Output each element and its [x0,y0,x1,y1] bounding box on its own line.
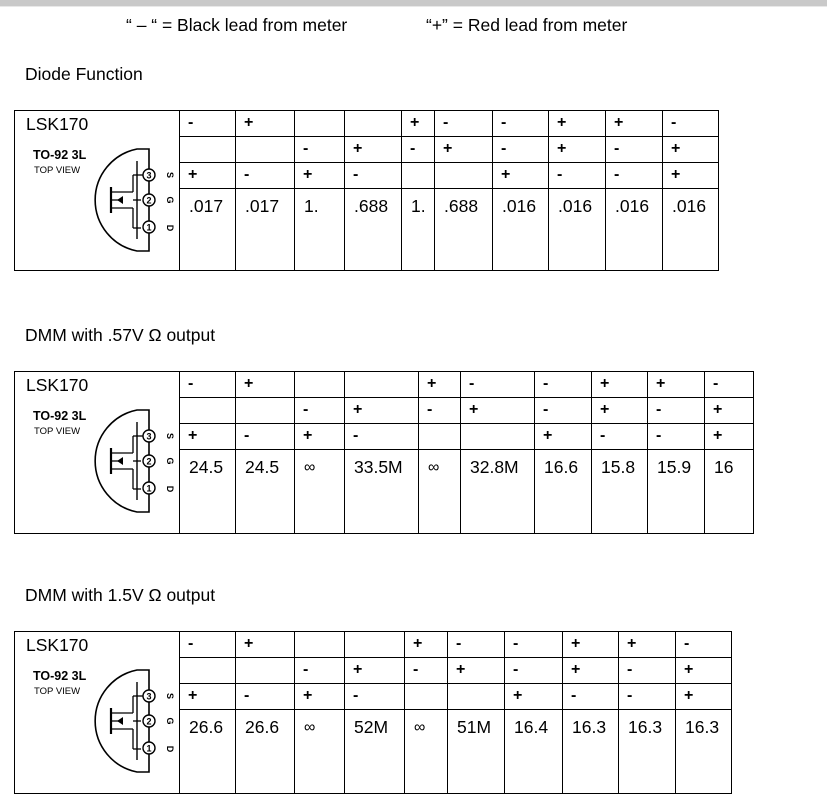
package-name: TO-92 3L [33,409,87,423]
lead-sign-cell: - [402,137,435,163]
lead-sign-cell: - [448,632,505,658]
lead-sign-cell: - [345,163,402,189]
svg-text:1: 1 [146,743,152,754]
reading-cell: .688 [345,189,402,271]
lead-sign-cell: + [606,111,663,137]
reading-cell: 15.8 [592,450,648,534]
pin-label-s: S [165,692,175,700]
lead-sign-cell [435,163,493,189]
lead-sign-cell: - [619,658,676,684]
part-number: LSK170 [26,114,89,134]
lead-sign-cell: - [505,658,563,684]
reading-cell: .017 [236,189,295,271]
svg-text:3: 3 [146,431,152,442]
lead-sign-cell [461,424,535,450]
lead-sign-cell: + [295,424,345,450]
section-title: DMM with .57V Ω output [25,325,216,345]
svg-text:3: 3 [146,170,152,181]
pin-2-marker [143,455,155,467]
lead-sign-cell [419,424,461,450]
pin-label-s: S [165,171,175,179]
reading-cell: 15.9 [648,450,705,534]
lead-polarity-row [15,372,754,398]
package-cell [15,632,180,794]
lead-sign-cell: - [619,684,676,710]
pin-label-g: G [165,457,175,465]
lead-sign-cell: + [402,111,435,137]
lead-sign-cell: - [345,424,419,450]
pinout-diagram-container [83,145,173,260]
reading-cell: .017 [180,189,236,271]
reading-cell: ∞ [405,710,448,794]
reading-cell: ∞ [295,710,345,794]
lead-sign-cell [236,398,295,424]
lead-sign-cell: + [405,632,448,658]
section-title: Diode Function [25,64,143,84]
lead-sign-cell [295,111,345,137]
window-top-divider [0,6,827,7]
part-number: LSK170 [26,635,89,655]
lead-sign-cell [345,372,419,398]
pinout-diagram-container [83,406,173,521]
lead-sign-cell: - [705,372,754,398]
lead-sign-cell: - [295,398,345,424]
svg-text:3: 3 [146,691,152,702]
lead-sign-cell: - [493,137,549,163]
lead-sign-cell: + [236,372,295,398]
part-number: LSK170 [26,375,89,395]
lead-sign-cell: + [448,658,505,684]
reading-cell: 24.5 [236,450,295,534]
lead-sign-cell: - [435,111,493,137]
reading-cell: .688 [435,189,493,271]
package-view: TOP VIEW [34,165,81,176]
pin-1-marker [143,482,155,494]
lead-sign-cell: - [535,398,592,424]
lead-sign-cell: + [419,372,461,398]
lead-sign-cell: + [563,632,619,658]
lead-sign-cell: + [676,658,732,684]
lead-sign-cell: + [295,684,345,710]
lead-sign-cell: + [592,398,648,424]
lead-sign-cell: + [461,398,535,424]
reading-cell: 16.3 [563,710,619,794]
lead-sign-cell: + [345,398,419,424]
lead-sign-cell [405,684,448,710]
reading-cell: 16.3 [676,710,732,794]
lead-sign-cell: - [606,163,663,189]
to92-pinout-diagram [83,145,173,255]
reading-cell: 33.5M [345,450,419,534]
lead-sign-cell [236,137,295,163]
lead-sign-cell: + [619,632,676,658]
lead-sign-cell: + [648,372,705,398]
lead-sign-cell: + [505,684,563,710]
legend-red-lead: “+” = Red lead from meter [426,15,628,35]
measurement-table [14,371,754,534]
package-cell [15,111,180,271]
lead-sign-cell: - [461,372,535,398]
lead-sign-cell: + [549,137,606,163]
reading-cell: 26.6 [236,710,295,794]
svg-text:2: 2 [146,716,152,727]
reading-cell: 51M [448,710,505,794]
section-title: DMM with 1.5V Ω output [25,585,216,605]
lead-sign-cell [345,111,402,137]
lead-sign-cell: - [505,632,563,658]
reading-cell: 24.5 [180,450,236,534]
lead-sign-cell: - [180,111,236,137]
lead-sign-cell: + [295,163,345,189]
lead-sign-cell: - [535,372,592,398]
lead-sign-cell [180,398,236,424]
lead-sign-cell [402,163,435,189]
lead-sign-cell: - [295,137,345,163]
lead-sign-cell: - [419,398,461,424]
pin-3-marker [143,169,155,181]
lead-sign-cell: + [563,658,619,684]
reading-cell: .016 [663,189,719,271]
reading-cell: 1. [295,189,345,271]
pin-1-marker [143,742,155,754]
reading-cell: .016 [606,189,663,271]
pin-label-d: D [165,745,175,753]
lead-polarity-row [15,111,719,137]
lead-sign-cell: + [345,658,405,684]
lead-sign-cell: - [606,137,663,163]
lead-sign-cell: - [236,163,295,189]
lead-sign-cell: + [236,111,295,137]
lead-sign-cell: - [549,163,606,189]
reading-cell: 16.6 [535,450,592,534]
package-name: TO-92 3L [33,669,87,683]
pinout-diagram-container [83,666,173,781]
lead-sign-cell: - [563,684,619,710]
reading-cell: 16 [705,450,754,534]
lead-sign-cell: + [493,163,549,189]
reading-cell: 26.6 [180,710,236,794]
lead-sign-cell: - [405,658,448,684]
lead-sign-cell: - [180,632,236,658]
to92-pinout-diagram [83,666,173,776]
lead-sign-cell: + [705,424,754,450]
lead-sign-cell: - [592,424,648,450]
svg-text:2: 2 [146,456,152,467]
reading-cell: .016 [549,189,606,271]
lead-sign-cell: + [549,111,606,137]
lead-sign-cell: - [676,632,732,658]
package-cell [15,372,180,534]
reading-cell: .016 [493,189,549,271]
pin-2-marker [143,715,155,727]
lead-polarity-row [15,632,732,658]
pin-3-marker [143,690,155,702]
pin-label-d: D [165,485,175,493]
lead-sign-cell: + [676,684,732,710]
svg-text:2: 2 [146,195,152,206]
package-view: TOP VIEW [34,426,81,437]
measurement-table [14,631,732,794]
lead-sign-cell [345,632,405,658]
reading-cell: 1. [402,189,435,271]
lead-sign-cell: - [648,398,705,424]
reading-cell: 32.8M [461,450,535,534]
lead-sign-cell: + [180,163,236,189]
lead-sign-cell: - [648,424,705,450]
pin-label-g: G [165,196,175,204]
reading-cell: 52M [345,710,405,794]
lead-sign-cell: + [435,137,493,163]
reading-cell: ∞ [419,450,461,534]
lead-sign-cell: - [345,684,405,710]
lead-sign-cell: + [663,137,719,163]
pin-2-marker [143,194,155,206]
pin-label-s: S [165,432,175,440]
lead-sign-cell: - [663,111,719,137]
lead-sign-cell [295,632,345,658]
lead-sign-cell: - [295,658,345,684]
svg-text:1: 1 [146,222,152,233]
lead-sign-cell: + [180,684,236,710]
measurement-table [14,110,719,271]
lead-sign-cell: + [535,424,592,450]
pin-3-marker [143,430,155,442]
lead-sign-cell [180,658,236,684]
legend-black-lead: “ – “ = Black lead from meter [126,15,348,35]
pin-label-d: D [165,224,175,232]
lead-sign-cell [180,137,236,163]
reading-cell: 16.3 [619,710,676,794]
package-name: TO-92 3L [33,148,87,162]
lead-sign-cell: - [180,372,236,398]
lead-sign-cell: + [663,163,719,189]
lead-sign-cell [448,684,505,710]
lead-sign-cell: - [493,111,549,137]
lead-sign-cell: + [592,372,648,398]
lead-sign-cell [295,372,345,398]
lead-sign-cell: - [236,684,295,710]
pin-label-g: G [165,717,175,725]
lead-sign-cell: + [236,632,295,658]
lead-sign-cell: + [345,137,402,163]
lead-sign-cell: - [236,424,295,450]
reading-cell: 16.4 [505,710,563,794]
pin-1-marker [143,221,155,233]
lead-sign-cell: + [180,424,236,450]
package-view: TOP VIEW [34,686,81,697]
to92-pinout-diagram [83,406,173,516]
lead-sign-cell: + [705,398,754,424]
svg-text:1: 1 [146,483,152,494]
reading-cell: ∞ [295,450,345,534]
lead-sign-cell [236,658,295,684]
